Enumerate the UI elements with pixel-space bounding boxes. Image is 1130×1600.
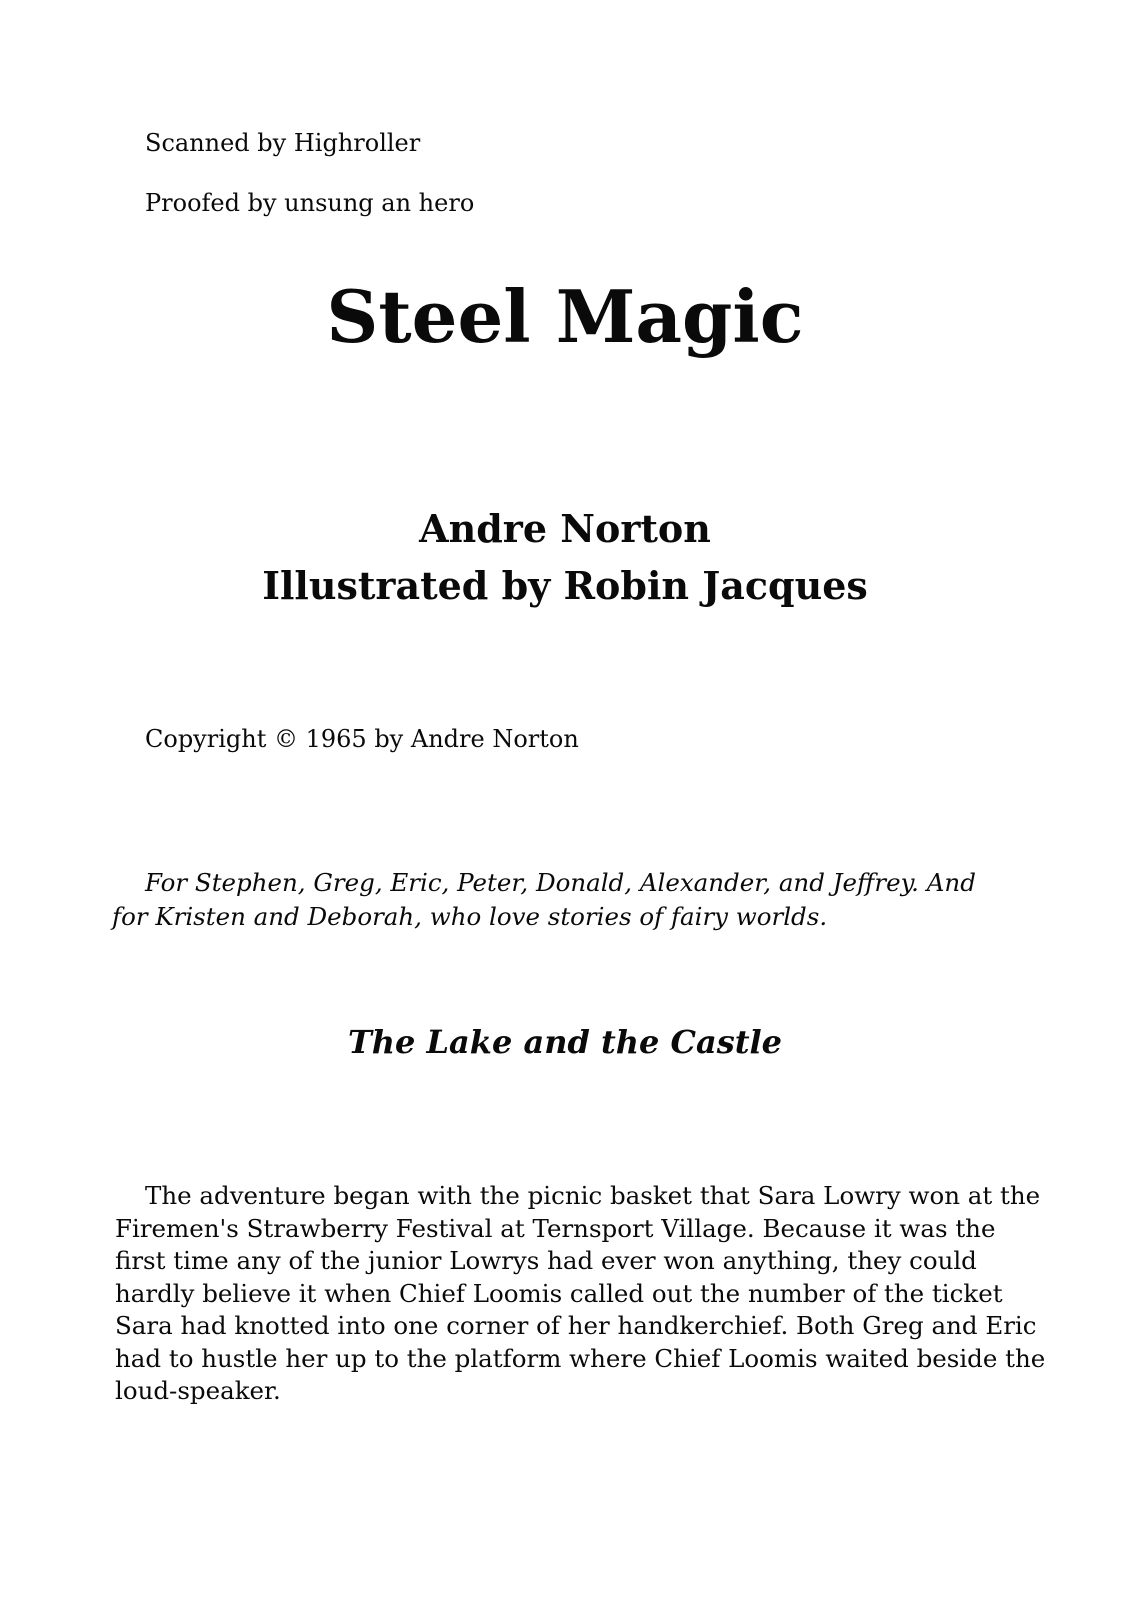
dedication [112,866,992,934]
paragraph-line: Sara had knotted into one corner of her handkerchief. Both Greg and Eric [115,1311,1037,1340]
paragraph-line: Firemen's Strawberry Festival at Ternsport Village. Because it was the [115,1213,996,1243]
illustrator-credit: Illustrated by Robin Jacques [262,563,868,608]
paragraph-line: hardly believe it when Chief Loomis called out the number of the ticket [115,1278,1003,1308]
book-title: Steel Magic [326,274,804,359]
chapter-paragraph [115,1180,1046,1408]
proofed-by-credit: Proofed by unsung an hero [145,189,475,217]
paragraph-line: had to hustle her up to the platform where Chief Loomis waited beside the [115,1343,1046,1373]
paragraph-line: loud-speaker. [115,1376,281,1405]
chapter-title: The Lake and the Castle [347,1023,783,1061]
paragraph-line: first time any of the junior Lowrys had ever won anything, they could [115,1246,977,1275]
scanned-by-credit: Scanned by Highroller [145,129,421,157]
author-name: Andre Norton [419,506,711,551]
dedication-line: For Stephen, Greg, Eric, Peter, Donald, Alexander, and Jeffrey. And [145,868,976,897]
dedication-line: for Kristen and Deborah, who love stories of fairy worlds. [112,902,828,931]
paragraph-line: The adventure began with the picnic basket that Sara Lowry won at the [145,1181,1041,1210]
copyright-notice: Copyright © 1965 by Andre Norton [145,725,579,753]
